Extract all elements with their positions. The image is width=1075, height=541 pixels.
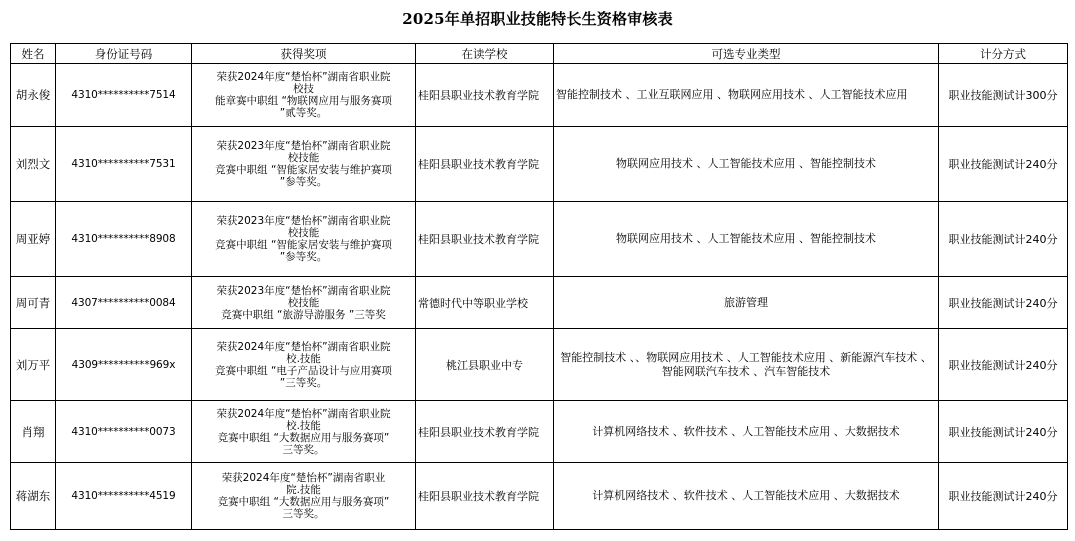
table-row <box>11 463 1068 530</box>
cell-majors: 智能控制技术 、工业互联网应用 、物联网应用技术 、人工智能技术应用 <box>554 64 939 127</box>
cell-award <box>192 202 416 277</box>
cell-id-number: 4310**********7531 <box>56 127 192 202</box>
cell-scoring: 职业技能测试计240分 <box>939 277 1068 329</box>
award-line: ”参等奖。 <box>279 251 328 263</box>
table-row <box>11 329 1068 401</box>
cell-school: 桃江县职业中专 <box>416 329 554 401</box>
award-line: 校技能 <box>287 152 320 164</box>
award-line: 荣获2023年度“楚怡杯”湖南省职业院 <box>216 215 391 227</box>
cell-award <box>192 277 416 329</box>
cell-school: 桂阳县职业技术教育学院 <box>416 463 554 530</box>
award-line: 三等奖。 <box>282 443 325 456</box>
header-school: 在读学校 <box>416 44 554 64</box>
header-scoring: 计分方式 <box>939 44 1068 64</box>
cell-id-number: 4309**********969x <box>56 329 192 401</box>
award-line: 竞赛中职组 “智能家居安装与维护赛项 <box>215 239 392 251</box>
cell-award <box>192 127 416 202</box>
review-table <box>10 43 1068 530</box>
award-line: 校技能 <box>287 227 320 239</box>
award-line: 竞赛中职组 “大数据应用与服务赛项” <box>217 496 390 508</box>
table-row <box>11 127 1068 202</box>
award-line: 荣获2024年度“楚怡杯”湖南省职业院 <box>216 71 391 83</box>
cell-scoring: 职业技能测试计240分 <box>939 202 1068 277</box>
table-row <box>11 401 1068 463</box>
header-name: 姓名 <box>11 44 56 64</box>
award-line: 荣获2024年度“楚怡杯”湖南省职业院 <box>216 340 391 353</box>
cell-majors: 物联网应用技术 、人工智能技术应用 、智能控制技术 <box>554 202 939 277</box>
cell-majors: 计算机网络技术 、软件技术 、人工智能技术应用 、大数据技术 <box>554 401 939 463</box>
cell-majors: 旅游管理 <box>554 277 939 329</box>
header-id-number: 身份证号码 <box>56 44 192 64</box>
cell-name: 胡永俊 <box>11 64 56 127</box>
cell-id-number: 4310**********4519 <box>56 463 192 530</box>
cell-name: 蒋湖东 <box>11 463 56 530</box>
cell-scoring: 职业技能测试计240分 <box>939 329 1068 401</box>
cell-school: 桂阳县职业技术教育学院 <box>416 127 554 202</box>
award-line: 三等奖。 <box>282 508 325 520</box>
cell-award <box>192 463 416 530</box>
cell-award <box>192 64 416 127</box>
award-line: ”贰等奖。 <box>279 107 328 119</box>
award-line: 荣获2023年度“楚怡杯”湖南省职业院 <box>216 140 391 152</box>
table-row <box>11 202 1068 277</box>
cell-majors: 计算机网络技术 、软件技术 、人工智能技术应用 、大数据技术 <box>554 463 939 530</box>
cell-id-number: 4310**********7514 <box>56 64 192 127</box>
cell-id-number: 4310**********0073 <box>56 401 192 463</box>
cell-name: 周亚婷 <box>11 202 56 277</box>
cell-award <box>192 329 416 401</box>
award-line: 荣获2024年度“楚怡杯”湖南省职业 <box>221 472 386 484</box>
cell-school: 桂阳县职业技术教育学院 <box>416 401 554 463</box>
cell-scoring: 职业技能测试计300分 <box>939 64 1068 127</box>
award-line: ”三等奖。 <box>279 376 328 389</box>
cell-name: 刘烈文 <box>11 127 56 202</box>
cell-majors: 物联网应用技术 、人工智能技术应用 、智能控制技术 <box>554 127 939 202</box>
cell-scoring: 职业技能测试计240分 <box>939 401 1068 463</box>
cell-id-number: 4307**********0084 <box>56 277 192 329</box>
award-line: 校.技能 <box>286 352 321 365</box>
table-row <box>11 277 1068 329</box>
header-row <box>11 44 1068 64</box>
cell-school: 桂阳县职业技术教育学院 <box>416 202 554 277</box>
header-award: 获得奖项 <box>192 44 416 64</box>
header-majors: 可选专业类型 <box>554 44 939 64</box>
award-line: 竞赛中职组 “大数据应用与服务赛项” <box>217 431 390 444</box>
cell-majors: 智能控制技术 、、物联网应用技术 、人工智能技术应用 、新能源汽车技术 、智能网联汽车技术 、汽车智能技术 <box>554 329 939 401</box>
cell-school: 常德时代中等职业学校 <box>416 277 554 329</box>
cell-school: 桂阳县职业技术教育学院 <box>416 64 554 127</box>
cell-id-number: 4310**********8908 <box>56 202 192 277</box>
award-line: 竞赛中职组 “智能家居安装与维护赛项 <box>215 164 392 176</box>
document-title: 2025年单招职业技能特长生资格审核表 <box>402 10 673 28</box>
award-line: 荣获2023年度“楚怡杯”湖南省职业院 <box>216 284 391 297</box>
award-line: ”参等奖。 <box>279 176 328 188</box>
award-line: 校技能 <box>287 296 320 309</box>
cell-scoring: 职业技能测试计240分 <box>939 127 1068 202</box>
award-line: 院.技能 <box>286 484 321 496</box>
cell-name: 周可青 <box>11 277 56 329</box>
cell-name: 肖翔 <box>11 401 56 463</box>
cell-name: 刘万平 <box>11 329 56 401</box>
award-line: 竞赛中职组 “电子产品设计与应用赛项 <box>215 364 392 377</box>
award-line: 荣获2024年度“楚怡杯”湖南省职业院 <box>216 407 391 420</box>
award-line: 能章赛中职组 “物联网应用与服务赛项 <box>215 95 392 107</box>
award-line: 校.技能 <box>286 419 321 432</box>
cell-award <box>192 401 416 463</box>
cell-scoring: 职业技能测试计240分 <box>939 463 1068 530</box>
award-line: 校技 <box>293 83 314 95</box>
table-row <box>11 64 1068 127</box>
award-line: 竞赛中职组 “旅游导游服务 ”三等奖 <box>221 308 386 321</box>
